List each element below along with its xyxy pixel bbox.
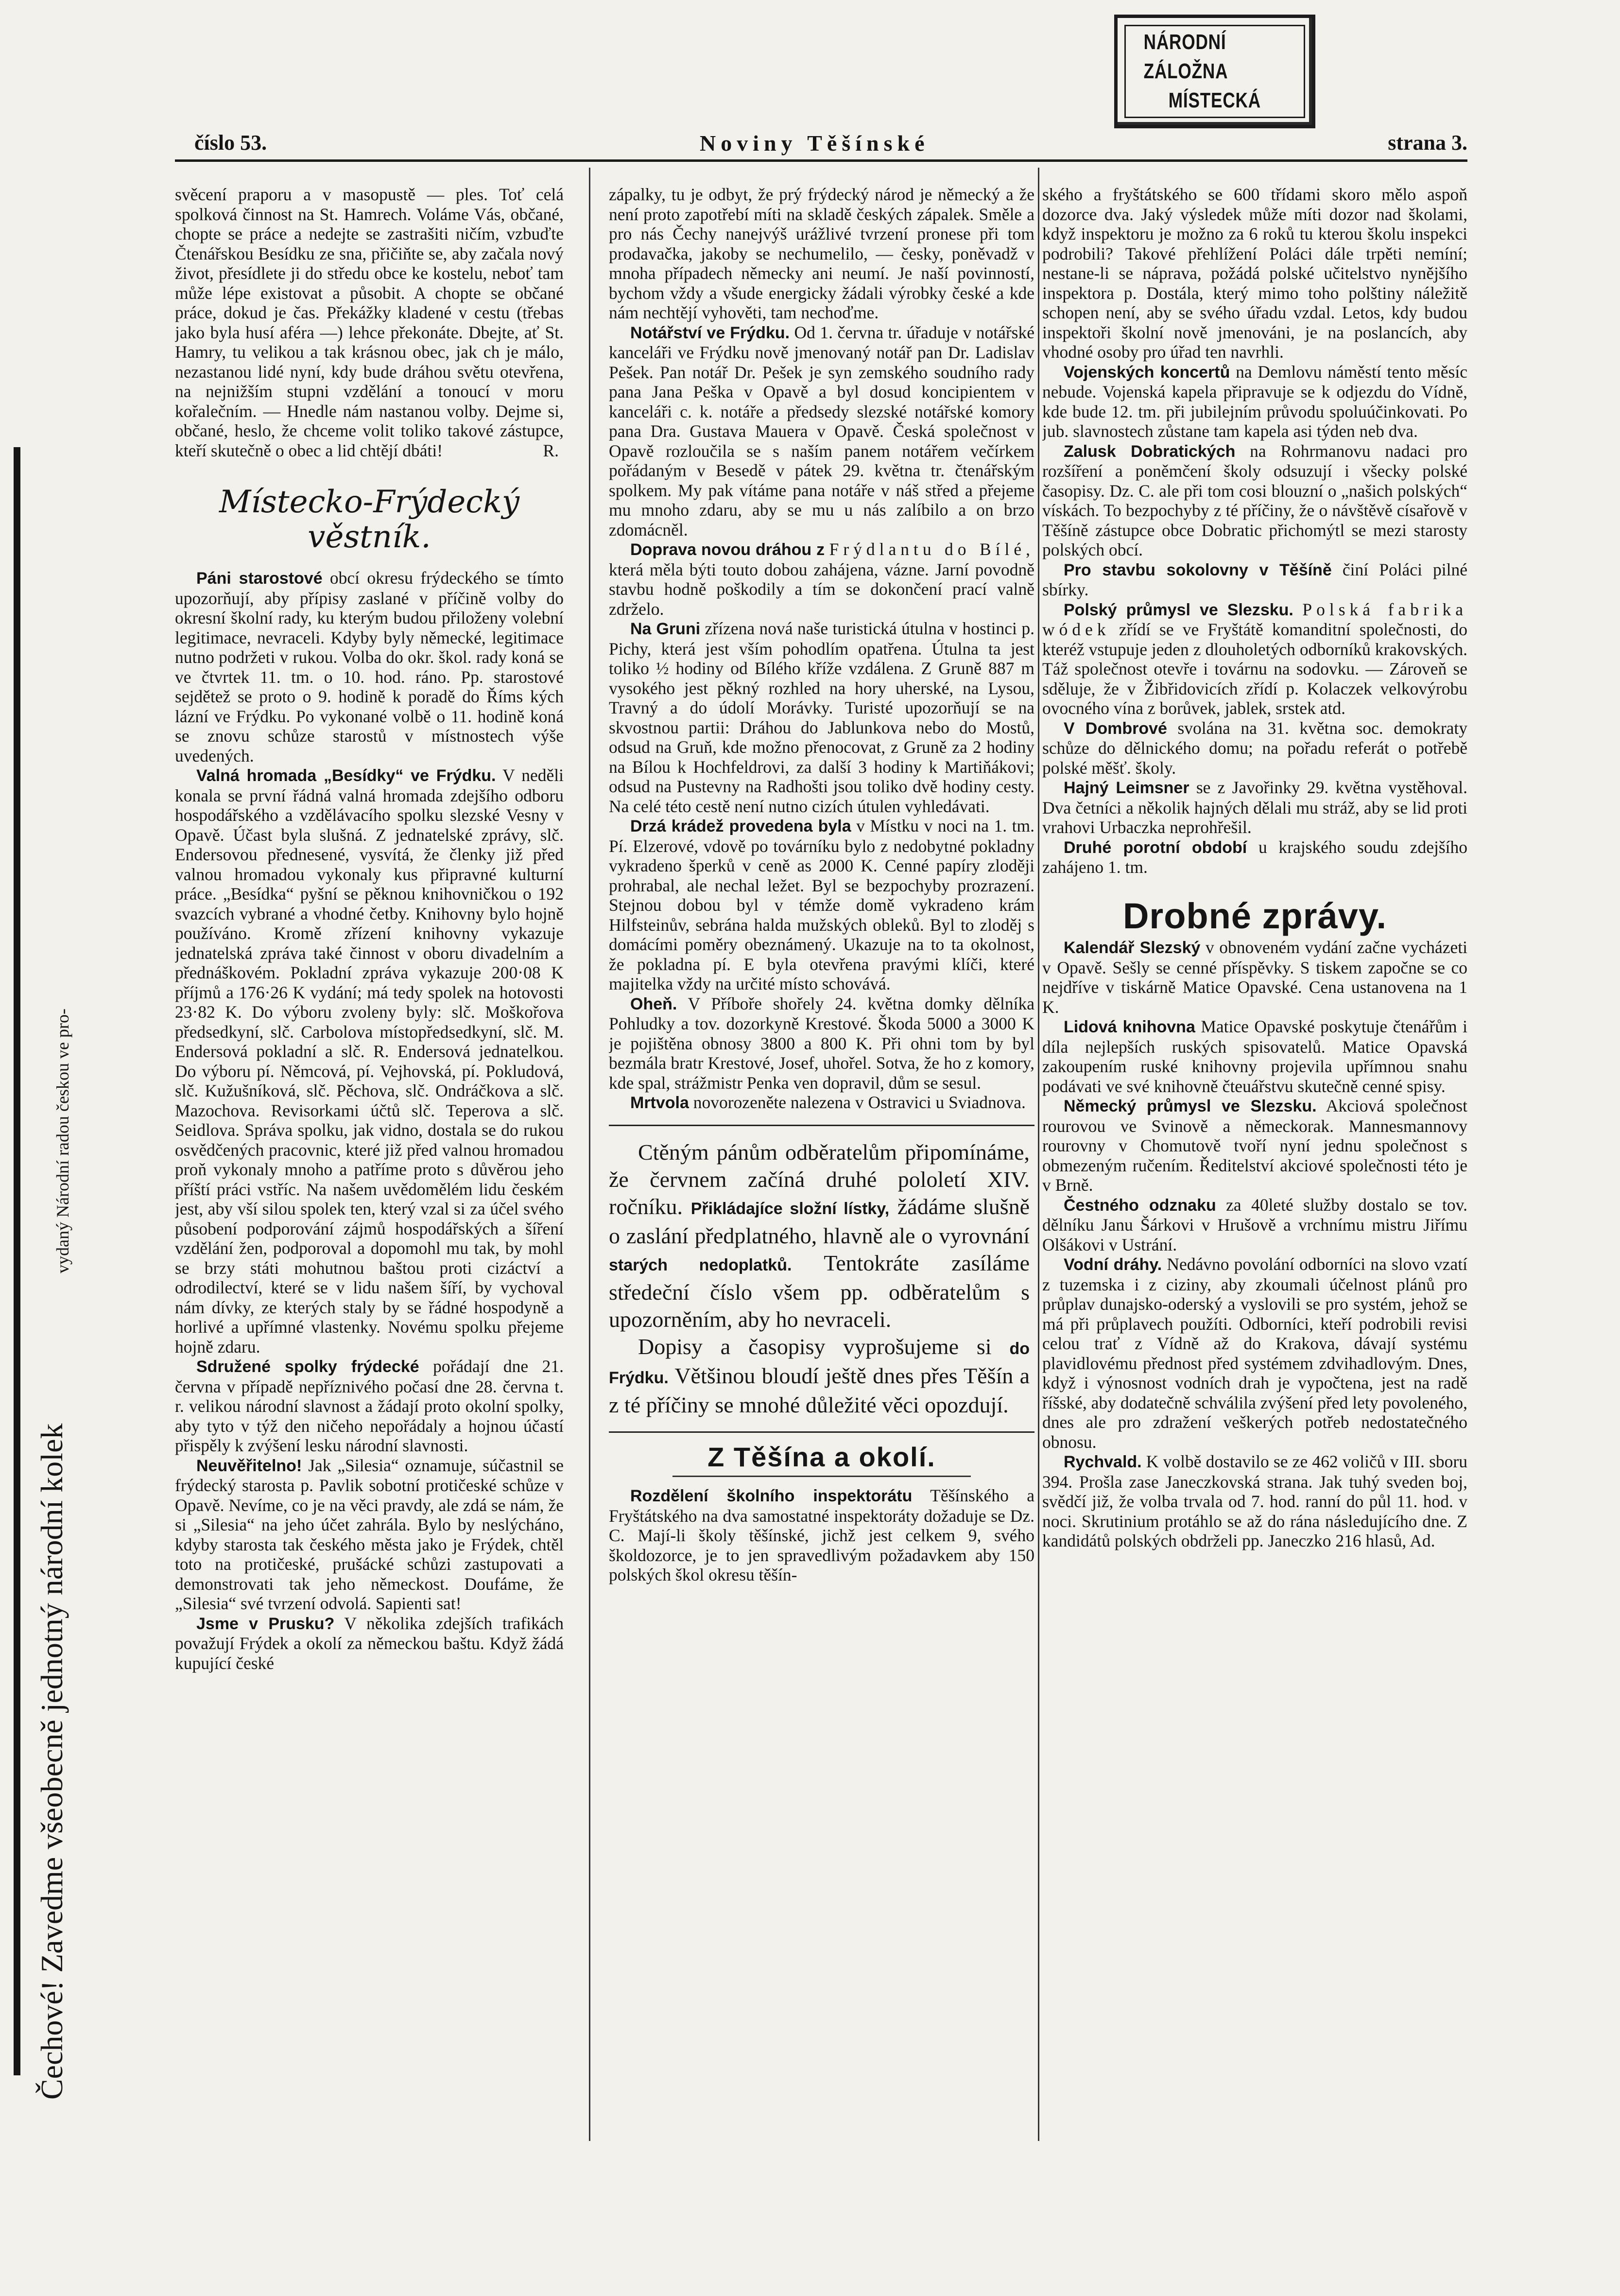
article-zalusk: Zalusk Dobratických na Rohrmanovu nadaci pro rozšíření a poněmčení školy odsuzují i všecky polské časopisy. Dz. C. ale při tom cosi blouzní o „našich polských“ vískách. To bezpochyby z té příčiny, že o návštěvě císařově v Těšíně zástupce obce Dobratic přichomýtl se mezi starosty polských obcí. <box>1042 441 1467 559</box>
article-prusko: Jsme v Prusku? V několika zdejších trafikách považují Frýdek a okolí za německou baštu. Když žádá kupující české <box>175 1613 564 1673</box>
stamp-inner-frame <box>1124 25 1305 118</box>
article-inspektorat: Rozdělení školního inspektorátu Těšínského a Fryštátského na dva samostatné inspektoráty dožaduje se Dz. C. Mají-li školy těšínské, jichž jest celkem 9, svého školdozorce, je to jen spravedlivým požadavkem aby 150 polských škol okresu těšín- <box>609 1486 1034 1584</box>
library-stamp <box>1114 15 1315 128</box>
margin-vertical-slogan: Čechové! Zavedme všeobecně jednotný národní kolek <box>34 1423 69 2100</box>
header-rule <box>175 159 1467 162</box>
column-divider-1 <box>589 168 590 2141</box>
margin-black-bar <box>14 447 20 2075</box>
column-divider-2 <box>1038 168 1039 2141</box>
stamp-line-2: MÍSTECKÁ <box>1168 88 1261 112</box>
article-koncerty: Vojenských koncertů na Demlovu náměstí tento měsíc nebude. Vojenská kapela připravuje se k odjezdu do Vídně, kde bude 12. tm. při jubilejním průvodu spoluúčinkovati. Po jub. slavnostech zůstane tam kapela asi týden neb dva. <box>1042 362 1467 441</box>
article-polsky-prumysl: Polský průmysl ve Slezsku. Polská fabrika wódek zřídí se ve Fryštátě komanditní společnosti, do kteréž vstupuje jeden z dlouholetých odborníků krakovských. Táž společnost otevře i továrnu na sodovku. — Zároveň se sděluje, že v Žibřidovicích zřídí p. Kolaczek velkovýrobu ovocného vína z borůvek, jablek, srstek atd. <box>1042 599 1467 718</box>
article-starostove: Páni starostové obcí okresu frýdeckého se tímto upozorňují, aby přípisy zaslané v příčině volby do okresní školní rady, ku kterým budou přiloženy volební legitimace, nevraceli. Kdyby byly německé, legitimace nutno podržeti v rukou. Volba do okr. škol. rady koná se ve čtvrtek 11. tm. o 10. hod. ráno. Pp. starostové sejdětež se proto o 9. hodině k poradě do Říms kých lázní ve Frýdku. Po vykonané volbě o 11. hodině koná se znovu schůze starostů v místnostech výše uvedených. <box>175 568 564 765</box>
article-kradez: Drzá krádež provedena byla v Místku v noci na 1. tm. Pí. Elzerové, vdově po továrníku bylo z nedobytné pokladny vykradeno šperků v ceně as 2000 K. Cenné papíry zloději prohrabal, ale nechal ležet. Byl se bezpochyby prozrazení. Stejnou dobou byl v témže domě vykradeno krám Hilfsteinův, sebrána halda mužských obleků. Byl to zloděj s domácími poměry obeznámený. Ukazuje na to ta okolnost, že pokladna pí. E byla otevřena pravými klíči, které majitelka vždy na určité místo schovává. <box>609 816 1034 993</box>
article-na-gruni: Na Gruni zřízena nová naše turistická útulna v hostinci p. Pichy, která jest vším pohodlím opatřena. Útulna ta jest toliko ½ hodiny od Bílého kříže vzdálena. Z Gruně 887 m vysokého jest pěkný rozhled na hory uherské, na Lysou, Travný a do údolí Morávky. Turisté upozorňují se na skvostnou partii: Dráhou do Jablunkova nebo do Mostů, odsud na Gruň, kde možno přenocovat, z Gruně za 2 hodiny na Bílou k Hochfeldrovi, za další 3 hodiny k Martiňákovi; odsud na Pustevny na Radhošti jsou toliko dvě hodiny cesty. Na celé této cestě není nutno cizích útulen vyhledávati. <box>609 619 1034 816</box>
stamp-line-1: NÁRODNÍ ZÁLOŽNA <box>1143 30 1228 83</box>
margin-vertical-small-text: vydaný Národní radou českou ve pro- <box>53 1009 72 1273</box>
section-title-drobne-zpravy: Drobné zprávy. <box>1122 895 1387 936</box>
article-rychvald: Rychvald. K volbě dostavilo se ze 462 voličů v III. sboru 394. Prošla zase Janeczkovská strana. Jak tuhý sveden boj, svědčí již, že volba trvala od 7. hod. ranní do půl 11. hod. v noci. Skrutinium protáhlo se až do rána následujícího dne. Z kandidátů polských obdrželi pp. Janeczko 216 hlasů, Ad. <box>1042 1452 1467 1550</box>
article-neuveritelno: Neuvěřitelno! Jak „Silesia“ oznamuje, súčastnil se frýdecký starosta p. Pavlik sobotní protičeské schůze v Opavě. Nevíme, co je na věci pravdy, ale zdá se nám, že si „Silesia“ na jeho účet zahrála. Bylo by neslýcháno, kdyby starosta tak českého města jako je Frýdek, chtěl toto na protičeské, prušácké schůzi zastupovati a demonstrovati tak jeho německost. Doufáme, že „Silesia“ své tvrzení odvolá. Sapienti sat! <box>175 1455 564 1613</box>
article-hajny: Hajný Leimsner se z Javořinky 29. května vystěhoval. Dva četníci a několik hajných dělali mu stráž, aby se lid proti vrahovi Urbaczka neprohřešil. <box>1042 778 1467 837</box>
article-mrtvola: Mrtvola novorozeněte nalezena v Ostravici u Sviadnova. <box>630 1093 1026 1112</box>
notice-paragraph-1: Ctěným pánům odběratelům připomínáme, že červnem začíná druhé pololetí XIV. ročníku. Přikládajíce složní lístky, žádáme slušně o zaslání předplatného, hlavně ale o vyrovnání starých nedoplatků. Tentokráte zasíláme středeční číslo všem pp. odběratelům s upozorněním, aby ho nevraceli. <box>609 1139 1030 1332</box>
page-header <box>194 130 1467 160</box>
article-ohen: Oheň. V Příboře shořely 24. května domky dělníka Pohludky a tov. dozorkyně Krestové. Škoda 5000 a 3000 K je pojištěna obnosy 3800 a 800 K. Při ohni tom by byl bezmála bratr Krestové, Josef, uhořel. Sotva, že ho z komory, kde spal, strážmistr Penka ven dopravil, dům se sesul. <box>609 993 1034 1093</box>
newspaper-title: Noviny Těšínské <box>700 131 930 156</box>
margin-strip <box>4 447 77 2100</box>
article-odznak: Čestného odznaku za 40leté služby dostalo se tov. dělníku Janu Šárkovi v Hrušově a vrchnímu mistru Jiřímu Olšákovi v Ustrání. <box>1042 1195 1467 1254</box>
column-3 <box>1042 185 1467 2129</box>
column-1 <box>175 185 564 2148</box>
article-besidka: Valná hromada „Besídky“ ve Frýdku. V neděli konala se první řádná valná hromada zdejšího odboru hospodářského a vzdělávacího spolku slezské Vesny v Opavě. Účast byla slušná. Z jednatelské zprávy, slč. Endersovou přednesené, vysvítá, že členky již před valnou hromadou vykonaly kus připravné kulturní práce. „Besídka“ pyšní se pěknou knihovničkou o 192 svazcích vybrané a vhodné četby. Knihovny bylo hojně používáno. Kromě zřízení knihovny vykazuje jednatelská zpráva také činnost v oboru divadelním a přednáškovém. Pokladní zpráva vykazuje 200·08 K příjmů a 176·26 K vydání; má tedy spolek na hotovosti 23·82 K. Do výboru zvoleny byly: slč. Moškořova předsedkyní, slč. Carbolova místopředsedkyní, slč. M. Endersová pokladní a slč. R. Endersová jednatelkou. Do výboru pí. Němcová, pí. Vejhovská, pí. Pokludová, slč. Kužušníková, slč. Pěchova, slč. Ondráčkova a slč. Mazochova. Revisorkami účtů slč. Teperova a slč. Seidlova. Správa spolku, jak vidno, dostala se do rukou osvědčených pracovnic, které již před valnou hromadou proň vykonaly mnoho a patříme proto s důvěrou jeho příští práci vstříc. Na našem uvědomělém lidu českém jest, aby vší silou spolek ten, který vzal si za účel svého působení podporování zájmů hospodářských a šíření vzdělání žen, podporoval a dopomohl mu tak, by mohl se brzy státi mohutnou baštou proti cizáctví a odrodilectví, které se v lidu našem šíří, by vychoval nám dívky, ze kterých staly by se řádné hospodyně a horlivé a upřímné vlastenky. Novému spolku přejeme hojně zdaru. <box>175 765 564 1357</box>
section-separator <box>672 1476 970 1477</box>
article-doprava: Doprava novou dráhou z Frýdlantu do Bílé, která měla býti touto dobou zahájena, vázne. Jarní povodně stavbu hodně poškodily a tím se dokončení prací valně zdrželo. <box>609 539 1034 619</box>
notice-paragraph-2: Dopisy a časopisy vyprošujeme si do Frýdku. Většinou bloudí ještě dnes přes Těšín a z té příčiny se mnohé důležité věci opozdují. <box>609 1334 1030 1417</box>
article-continuation: ského a fryštátského se 600 třídami skoro mělo aspoň dozorce dva. Jaký výsledek může míti dozor nad školami, když inspektoru je možno za 6 roků tu kterou školu inspekci podrobili? Takové přehlížení Poláci dále trpěti nemíní; nestane-li se náprava, požádá polské učitelstvo nynějšího inspektora p. Dostála, který mimo toho polštiny náležitě schopen není, aby se svého úřadu vzdal. Letos, kdy budou inspektoři školní nově jmenováni, je na poslancích, aby vhodné osoby pro úřad ten navrhli. <box>1042 185 1467 362</box>
column-2 <box>609 185 1034 2129</box>
article-sdruzene-spolky: Sdružené spolky frýdecké pořádají dne 21. června v případě nepříznivého počasí dne 28. června t. r. velikou národní slavnost a žádají proto okolní spolky, aby tyto v týž den ničeho nepořádaly a hojnou účastí přispěly k zvýšení lesku národní slavnosti. <box>175 1357 564 1455</box>
section-title-z-tesina: Z Těšína a okolí. <box>707 1441 936 1472</box>
article-vodni-drahy: Vodní dráhy. Nedávno povolání odborníci na slovo vzatí z tuzemska i z ciziny, aby zkoumali účelnost plánů pro průplav dunajsko-oderský a vyslovili se pro systém, jehož se má při průplavech použíti. Odborníci, kteří podrobili revisi celou trať z Vídně až do Krakova, dávají systému plavidlovému přednost před systémem zdvihadlovým. Dnes, když i výnosnost vodních drah je vypočtena, jest na radě říšské, aby dodatečně schválila zvýšení před lety povoleného, dnes ale pro zdražení veškerých potřeb nedostatečného obnosu. <box>1042 1254 1467 1452</box>
article-signature: R. <box>543 440 559 460</box>
article-notarstvi: Notářství ve Frýdku. Od 1. června tr. úřaduje v notářské kanceláři ve Frýdku nově jmenovaný notář pan Dr. Ladislav Pešek. Pan notář Dr. Pešek je syn zemského soudního rady pana Jana Peška v Opavě a byl dosud koncipientem v kanceláři c. k. notáře a předsedy slezské notářské komory pana Dra. Gustava Mauera v Opavě. Česká společnost v Opavě rozloučila se s naším panem notářem večírkem pořádaným v Besedě v pátek 29. května tr. čtenářským spolkem. My pak vítáme pana notáře v náš střed a přejeme mu mnoho zdaru, aby se mu u nás zalíbilo a on brzo zdomácněl. <box>609 322 1034 539</box>
article-kalendar: Kalendář Slezský v obnoveném vydání začne vycházeti v Opavě. Sešly se cenné příspěvky. S tiskem započne se co nejdříve v tiskárně Matice Opavské. Cena ustanovena na 1 K. <box>1042 938 1467 1017</box>
page-number: strana 3. <box>1388 131 1467 155</box>
article-knihovna: Lidová knihovna Matice Opavské poskytuje čtenářům i díla nejlepších ruských spisovatelů. Matice Opavská zakoupením ruské knihovny projevila upřímnou snahu podávati ve své knihovně čteuářstvu skutečně cenné spisy. <box>1042 1017 1467 1096</box>
article-porota: Druhé porotní období u krajského soudu zdejšího zahájeno 1. tm. <box>1042 837 1467 877</box>
issue-number: číslo 53. <box>194 131 267 155</box>
article-continuation: svěcení praporu a v masopustě — ples. Toť celá spolková činnost na St. Hamrech. Voláme Vás, občané, chopte se práce a nedejte se zastrašiti ničím, vzbuďte Čtenářskou Besídku ze sna, přičiňte se, aby začala nový život, přesídlete ji do středu obce ke kostelu, neboť tam může lépe existovat a působit. A chopte se občané práce, dokud je čas. Překážky kladené v cestu (třebas jako byla husí aféra —) lehce překonáte. Dbejte, ať St. Hamry, tu velikou a tak krásnou obec, jak ch je málo, nezastanou lidé nyní, kdy bude dráhou světu otevřena, na nejnižším stupni vzdělání a tonoucí v moru kořalečním. — Hnedle nám nastanou volby. Dejme si, občané, heslo, že chceme volit toliko takové zástupce, kteří skutečně o obec a lid chtějí dbáti! R. <box>175 185 564 460</box>
article-dombrova: V Dombrové svolána na 31. května soc. demokraty schůze do dělnického domu; na pořadu referát o potřebě polské měšť. školy. <box>1042 718 1467 778</box>
article-nemecky-prumysl: Německý průmysl ve Slezsku. Akciová společnost rourovou ve Svinově a německorak. Mannesmannovy rourovny v Chomutově tvoří nyní jednu společnost s obmezeným ručením. Ředitelství akciové společnosti této je v Brně. <box>1042 1096 1467 1195</box>
article-continuation: zápalky, tu je odbyt, že prý frýdecký národ je německý a že není proto zapotřebí míti na skladě českých zápalek. Směle a pro nás Čechy nanejvýš urážlivé tvrzení pronese při tom prodavačka, jakoby se nechumelilo, — česky, poněvadž v mnoha případech německy ani neumí. Je naší povinností, bychom vždy a všude energicky žádali výrobky české a kde nám nechtějí vyhověti, tam nechoďme. <box>609 185 1034 322</box>
section-title-mistecko-frydecky: Místecko-Frýdecký věstník. <box>219 484 519 555</box>
subscriber-notice <box>609 1125 1034 1433</box>
article-sokolovna: Pro stavbu sokolovny v Těšíně činí Poláci pilné sbírky. <box>1042 559 1467 599</box>
